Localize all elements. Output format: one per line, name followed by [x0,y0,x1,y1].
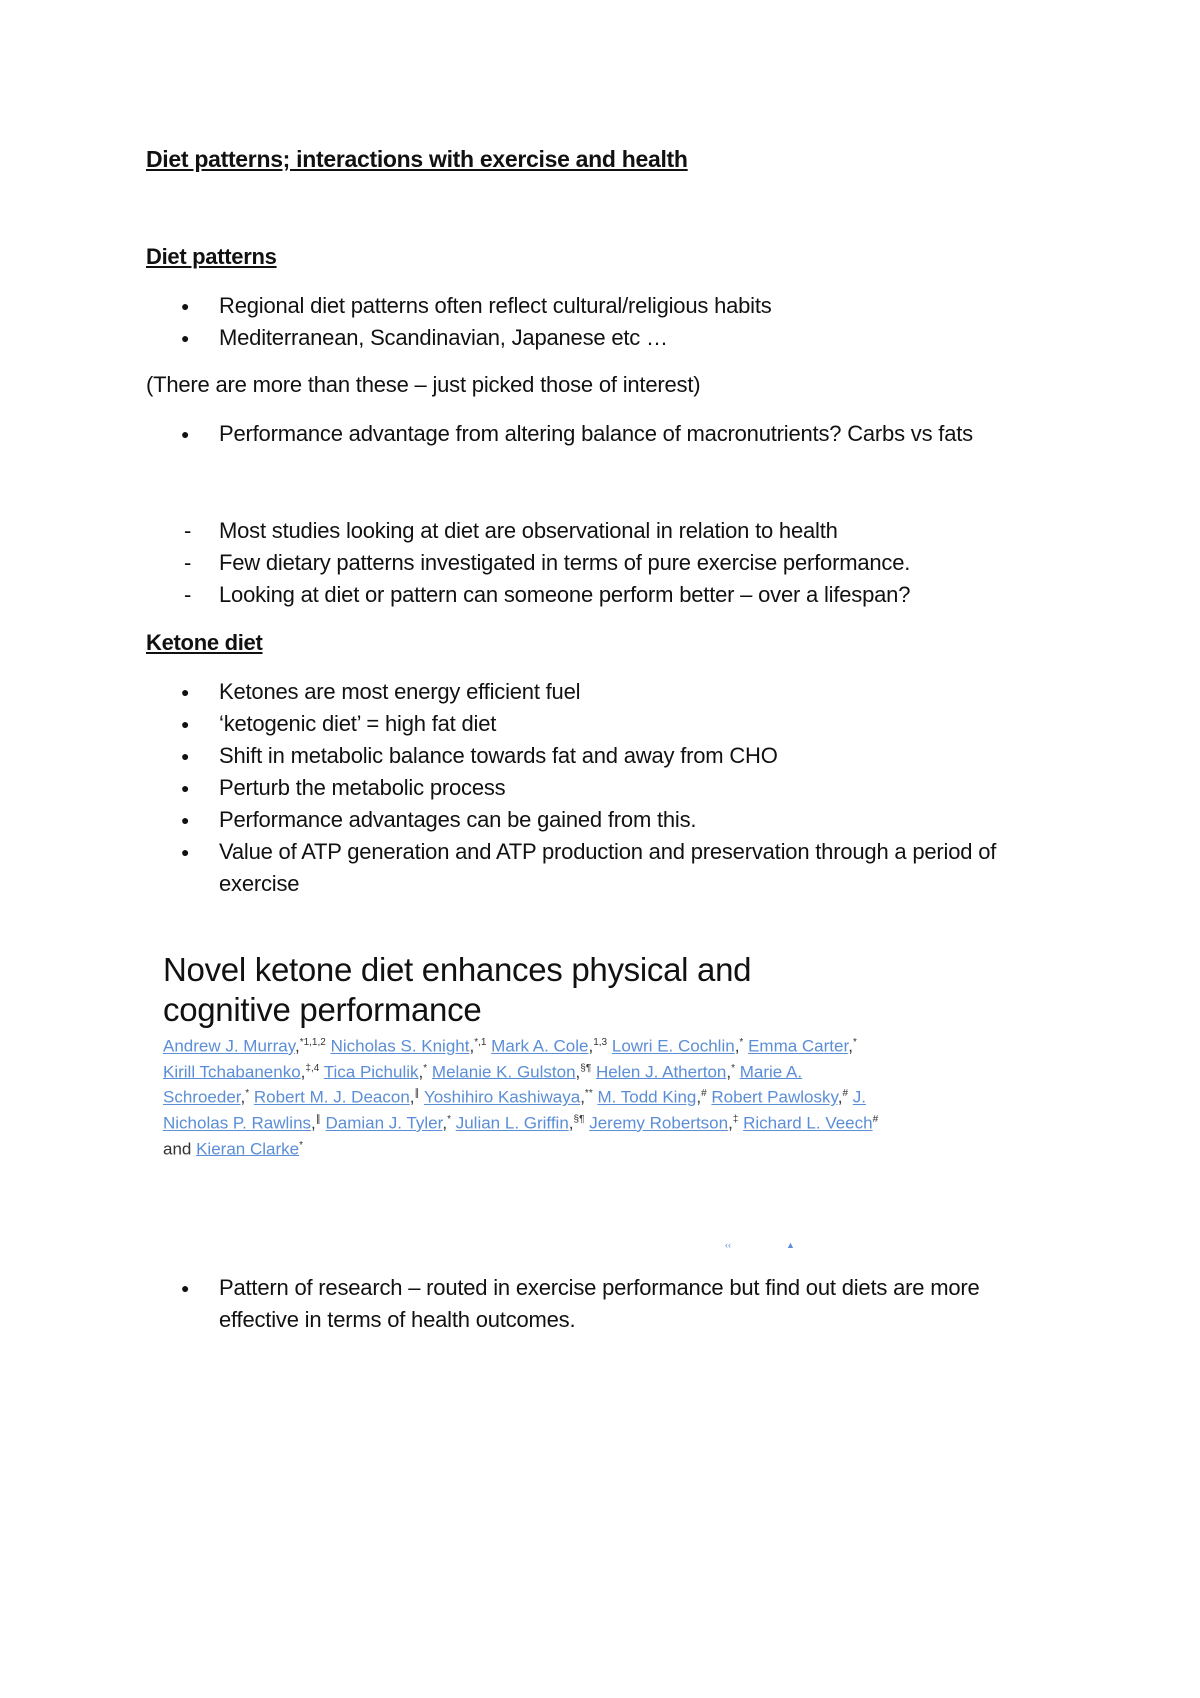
author-affiliation: 1,3 [593,1037,608,1048]
author-separator: , [469,1036,475,1056]
author-list [163,1032,883,1160]
author-link[interactable]: Kieran Clarke [196,1139,300,1159]
macronutrient-bullets [146,418,1046,450]
author-link[interactable]: Nicholas S. Knight [330,1036,470,1056]
author-link[interactable]: Marie A. Schroeder [163,1062,803,1107]
author-separator: , [240,1087,246,1107]
author-separator: , [418,1062,424,1082]
author-link[interactable]: Robert M. J. Deacon [253,1087,410,1107]
author-separator: , [848,1036,853,1056]
author-link[interactable]: Andrew J. Murray [163,1036,295,1056]
author-link[interactable]: Julian L. Griffin [455,1113,569,1133]
author-affiliation: ∥ [315,1113,321,1125]
author-affiliation: * [739,1037,744,1048]
author-link[interactable]: Jeremy Robertson [589,1113,729,1133]
list-item: ● Perturb the metabolic process [146,772,1046,804]
list-item: ● Regional diet patterns often reflect cultural/religious habits [146,290,1046,322]
list-item: ● ‘ketogenic diet’ = high fat diet [146,708,1046,740]
list-item: ● Ketones are most energy efficient fuel [146,676,1046,708]
author-affiliation: * [299,1139,303,1151]
author-link[interactable]: Kirill Tchabanenko [163,1062,301,1082]
list-item: ● Shift in metabolic balance towards fat and away from CHO [146,740,1046,772]
note-paragraph: (There are more than these – just picked those of interest) [146,372,701,397]
list-item: - Most studies looking at diet are observational in relation to health [146,515,1046,547]
author-affiliation: ∥ [414,1088,420,1100]
author-affiliation: * [245,1088,250,1100]
author-affiliation: * [731,1062,736,1074]
author-affiliation: *,1 [474,1037,487,1048]
author-separator: , [568,1113,574,1133]
ketone-diet-bullets [146,676,1046,900]
author-affiliation: ‡,4 [305,1062,320,1074]
author-affiliation: * [852,1037,857,1048]
list-item: ● Value of ATP generation and ATP production and preservation through a period of exercise [146,836,1046,900]
author-link[interactable]: J. Nicholas P. Rawlins [163,1087,866,1133]
author-separator: , [442,1113,448,1133]
author-affiliation: ‡ [732,1113,739,1125]
author-affiliation: # [701,1088,707,1100]
author-link[interactable]: Damian J. Tyler [325,1113,443,1133]
author-affiliation: §¶ [580,1062,592,1074]
author-link[interactable]: Richard L. Veech [743,1113,873,1133]
author-separator: , [300,1062,306,1082]
author-separator: , [734,1036,740,1056]
stray-mark: ▲ [786,1240,795,1250]
author-link[interactable]: Lowri E. Cochlin [611,1036,735,1056]
author-affiliation: * [423,1062,428,1074]
section-heading-diet-patterns: Diet patterns [146,244,277,269]
diet-patterns-bullets [146,290,1046,354]
list-item: ● Mediterranean, Scandinavian, Japanese etc … [146,322,1046,354]
author-affiliation: ** [584,1088,593,1100]
author-link[interactable]: Mark A. Cole [491,1036,589,1056]
stray-mark: ‹‹ [725,1240,731,1250]
author-link[interactable]: Robert Pawlosky [711,1087,838,1107]
author-separator: , [726,1062,732,1082]
author-separator: , [580,1087,585,1107]
author-link[interactable]: Emma Carter [748,1036,849,1056]
author-separator: , [728,1113,733,1133]
author-separator: , [837,1087,843,1107]
author-link[interactable]: M. Todd King [597,1087,697,1107]
author-affiliation: # [842,1088,848,1100]
observation-dash-list [146,515,1046,611]
author-link[interactable]: Yoshihiro Kashiwaya [423,1087,581,1107]
article-title: Novel ketone diet enhances physical and cognitive performance [163,951,752,1028]
author-separator: , [696,1087,702,1107]
author-separator: , [409,1087,415,1107]
article-clipping [163,950,883,1160]
section-heading-ketone-diet: Ketone diet [146,630,263,655]
list-item: - Looking at diet or pattern can someone perform better – over a lifespan? [146,579,1046,611]
list-item: ● Performance advantage from altering balance of macronutrients? Carbs vs fats [146,418,1046,450]
list-item: ● Performance advantages can be gained from this. [146,804,1046,836]
author-affiliation: *1,1,2 [299,1037,326,1048]
author-separator: , [294,1036,300,1056]
author-affiliation: §¶ [573,1113,585,1125]
page-title: Diet patterns; interactions with exercise and health [146,146,688,172]
author-separator: , [575,1062,581,1082]
and-word: and [163,1139,197,1159]
author-link[interactable]: Melanie K. Gulston [431,1062,576,1082]
author-affiliation: # [872,1113,879,1125]
author-link[interactable]: Helen J. Atherton [595,1062,727,1082]
list-item: - Few dietary patterns investigated in terms of pure exercise performance. [146,547,1046,579]
list-item: ● Pattern of research – routed in exercise performance but find out diets are more effective in terms of health outcomes. [146,1272,1046,1336]
author-separator: , [588,1036,594,1056]
author-affiliation: * [447,1113,451,1125]
author-link[interactable]: Tica Pichulik [323,1062,419,1082]
author-separator: , [311,1113,316,1133]
research-pattern-bullets [146,1272,1046,1336]
